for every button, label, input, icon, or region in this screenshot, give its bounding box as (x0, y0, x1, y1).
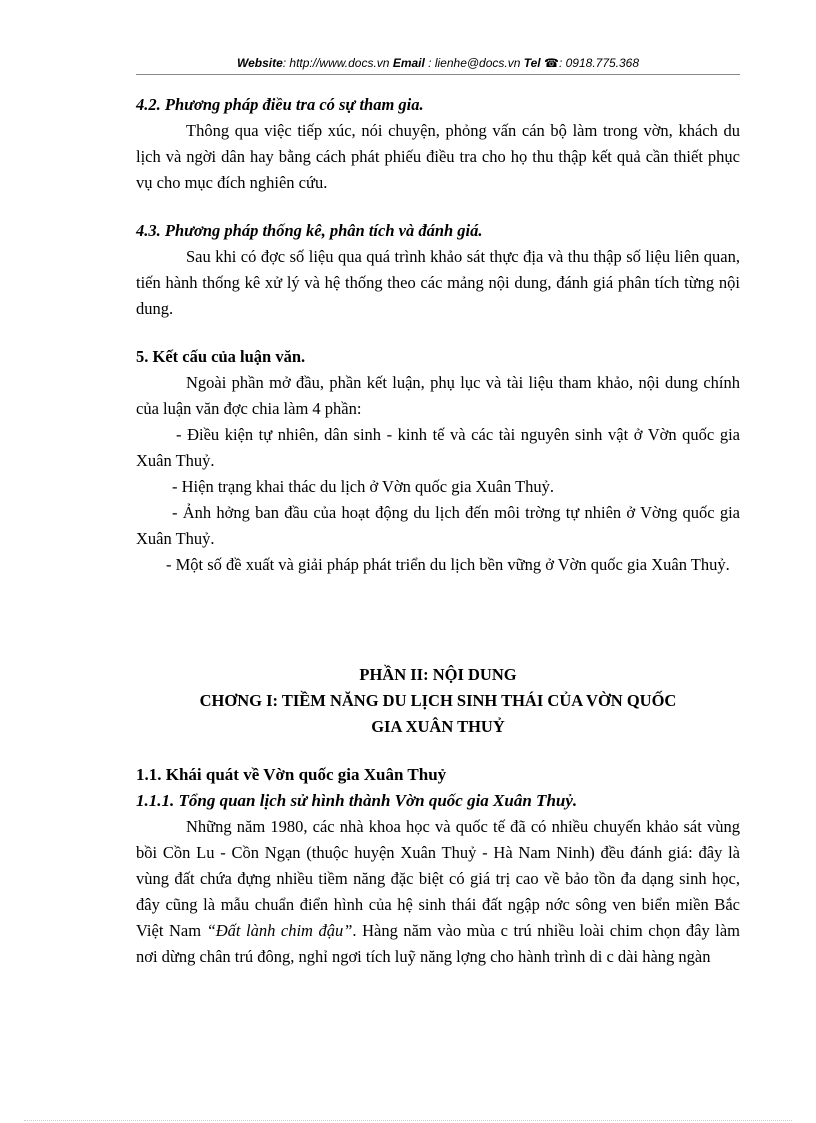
footer-divider (24, 1120, 792, 1121)
section-5-bullet-1: - Điều kiện tự nhiên, dân sinh - kinh tế và các tài nguyên sinh vật ở Vờn quốc gia Xuân Thuỷ. (136, 425, 740, 470)
tel-label: Tel (523, 56, 541, 70)
spacer (136, 322, 740, 344)
chapter-title-line-1: CHƠNG I: TIỀM NĂNG DU LỊCH SINH THÁI CỦA VỜN QUỐC (199, 691, 677, 710)
section-4-3-body: Sau khi có đợc số liệu qua quá trình khảo sát thực địa và thu thập số liệu liên quan, tiến hành thống kê xử lý và hệ thống theo các mảng nội dung, đánh giá phân tích từng nội dung. (136, 247, 740, 318)
part-title: PHẦN II: NỘI DUNG (359, 665, 517, 684)
document-body (136, 92, 740, 970)
section-4-3-heading: 4.3. Phương pháp thống kê, phân tích và đánh giá. (136, 221, 483, 240)
website-label: Website (236, 56, 283, 70)
section-1-1-1-heading: 1.1.1. Tổng quan lịch sử hình thành Vờn quốc gia Xuân Thuỷ. (136, 791, 578, 810)
section-5-bullet-2: - Hiện trạng khai thác du lịch ở Vờn quốc gia Xuân Thuỷ. (172, 477, 555, 496)
section-1-1-heading: 1.1. Khái quát về Vờn quốc gia Xuân Thuỷ (136, 765, 447, 784)
spacer (136, 740, 740, 762)
quoted-phrase: “Đất lành chim đậu” (206, 921, 353, 940)
body-text-end: . Hàng năm vào mùa c trú nhiều loài chim chọn đây làm nơi dừng chân trú đông, nghỉ ngơi tích luỹ năng lợng cho hành trình di c dài hàng ngàn (136, 921, 740, 966)
spacer (136, 578, 740, 662)
phone-icon: ☎ (544, 56, 559, 70)
section-1-1-1-body (136, 814, 740, 970)
spacer (136, 196, 740, 218)
website-value: : http://www.docs.vn (282, 56, 390, 70)
section-5-bullet-4: - Một số đề xuất và giải pháp phát triển du lịch bền vững ở Vờn quốc gia Xuân Thuỷ. (166, 555, 730, 574)
body-text-start: Những năm 1980, các nhà khoa học và quốc tế đã có nhiều chuyến khảo sát vùng bồi Cồn Lu - Cồn Ngạn (thuộc huyện Xuân Thuỷ - Hà Nam Ninh) đều đánh giá: đây là vùng đất chứa đựng nhiều tiềm năng đặc biệt có giá trị cao về bảo tồn đa dạng sinh học, đây cũng là mẫu chuẩn điển hình của hệ sinh thái đất ngập nớc sông ven biển miền Bắc Việt Nam (136, 817, 740, 940)
section-4-2-heading: 4.2. Phương pháp điều tra có sự tham gia. (136, 95, 424, 114)
section-5-intro: Ngoài phần mở đầu, phần kết luận, phụ lục và tài liệu tham khảo, nội dung chính của luận văn đợc chia làm 4 phần: (136, 373, 740, 418)
page-header (136, 56, 740, 70)
tel-value: : 0918.775.368 (558, 56, 640, 70)
section-4-2-body: Thông qua việc tiếp xúc, nói chuyện, phỏng vấn cán bộ làm trong vờn, khách du lịch và ngời dân hay bằng cách phát phiếu điều tra cho họ thu thập kết quả cần thiết phục vụ cho mục đích nghiên cứu. (136, 121, 740, 192)
chapter-title-line-2: GIA XUÂN THUỶ (371, 717, 505, 736)
header-divider (136, 74, 740, 75)
section-5-heading: 5. Kết cấu của luận văn. (136, 347, 306, 366)
section-5-bullet-3: - Ảnh hởng ban đầu của hoạt động du lịch đến môi trờng tự nhiên ở Vờng quốc gia Xuân Thuỷ. (136, 503, 740, 548)
email-label: Email (392, 56, 425, 70)
email-value: : lienhe@docs.vn (428, 56, 521, 70)
